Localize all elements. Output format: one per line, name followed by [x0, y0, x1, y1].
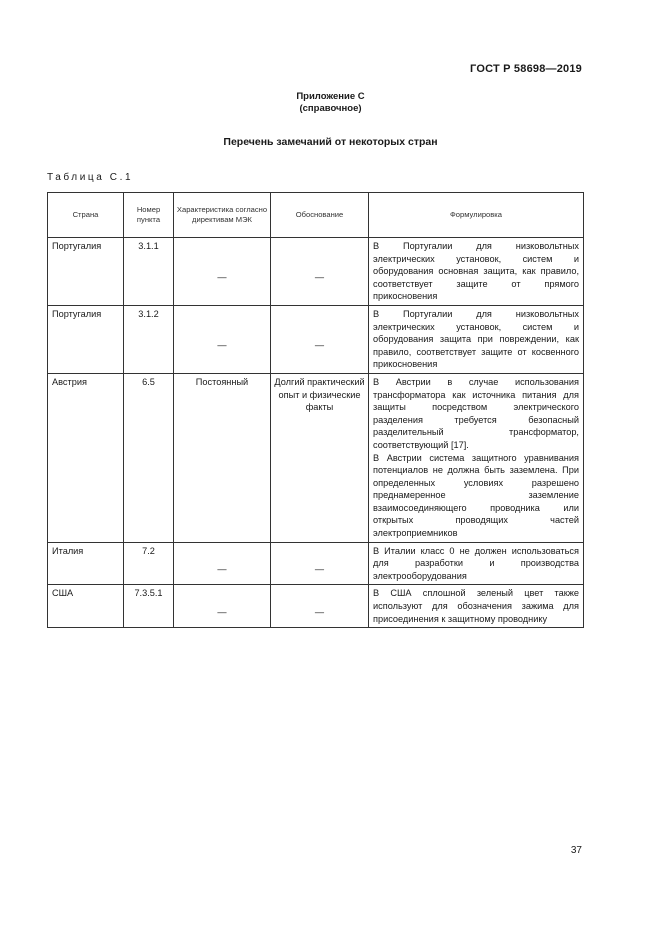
cell-justification: Долгий практический опыт и физические факты: [271, 373, 369, 542]
cell-characteristic: —: [174, 305, 271, 373]
page-number: 37: [570, 845, 582, 856]
cell-justification: —: [271, 542, 369, 585]
cell-number: 7.2: [124, 542, 174, 585]
cell-country: США: [48, 585, 124, 628]
cell-country: Австрия: [48, 373, 124, 542]
cell-country: Португалия: [48, 238, 124, 306]
column-header-justification: Обоснование: [271, 193, 369, 238]
cell-wording: [369, 542, 584, 585]
cell-country: Италия: [48, 542, 124, 585]
cell-number: 3.1.1: [124, 238, 174, 306]
cell-wording: [369, 585, 584, 628]
table-label: Таблица С.1: [47, 172, 134, 183]
cell-number: 7.3.5.1: [124, 585, 174, 628]
column-header-number: Номер пункта: [124, 193, 174, 238]
wording-paragraph: В Австрии в случае использования трансформатора как источника питания для защиты посредством электрического разделения требуется безопасный разделительный трансформатор, соответствующий [17].: [373, 376, 579, 450]
cell-characteristic: —: [174, 542, 271, 585]
cell-wording: [369, 238, 584, 306]
column-header-country: Страна: [48, 193, 124, 238]
table-row: [48, 542, 584, 585]
appendix-subtitle: (справочное): [299, 103, 362, 114]
cell-justification: —: [271, 585, 369, 628]
column-header-characteristic: Характеристика согласно директивам МЭК: [174, 193, 271, 238]
table-row: [48, 585, 584, 628]
wording-paragraph: В Австрии система защитного уравнивания потенциалов не должна быть заземлена. При определенных условиях разрешено преднамеренное заземление взаимосоединяющего проводника или открытых проводящих частей электроприемников: [373, 452, 579, 539]
column-header-wording: Формулировка: [369, 193, 584, 238]
document-code: ГОСТ Р 58698—2019: [470, 63, 582, 75]
appendix-title-block: [0, 91, 661, 115]
table-row: [48, 373, 584, 542]
cell-justification: —: [271, 305, 369, 373]
section-heading: Перечень замечаний от некоторых стран: [223, 136, 438, 148]
wording-paragraph: В Италии класс 0 не должен использоваться для разработки и производства электрооборудования: [373, 545, 579, 581]
wording-paragraph: В Португалии для низковольтных электрических установок, систем и оборудования основная защита, как правило, соответствует защите от прямого прикосновения: [373, 241, 579, 302]
appendix-title: Приложение С: [296, 91, 365, 102]
cell-number: 6.5: [124, 373, 174, 542]
remarks-table: [47, 192, 584, 628]
cell-characteristic: —: [174, 238, 271, 306]
table-row: [48, 305, 584, 373]
wording-paragraph: В США сплошной зеленый цвет также используют для обозначения зажима для присоединения к защитному проводнику: [373, 588, 579, 624]
table-header-row: [48, 193, 584, 238]
cell-country: Португалия: [48, 305, 124, 373]
cell-number: 3.1.2: [124, 305, 174, 373]
cell-justification: —: [271, 238, 369, 306]
table-row: [48, 238, 584, 306]
cell-characteristic: —: [174, 585, 271, 628]
cell-wording: [369, 373, 584, 542]
wording-paragraph: В Португалии для низковольтных электрических установок, систем и оборудования защита при повреждении, как правило, соответствует защите от косвенного прикосновения: [373, 308, 579, 370]
cell-wording: [369, 305, 584, 373]
cell-characteristic: Постоянный: [174, 373, 271, 542]
